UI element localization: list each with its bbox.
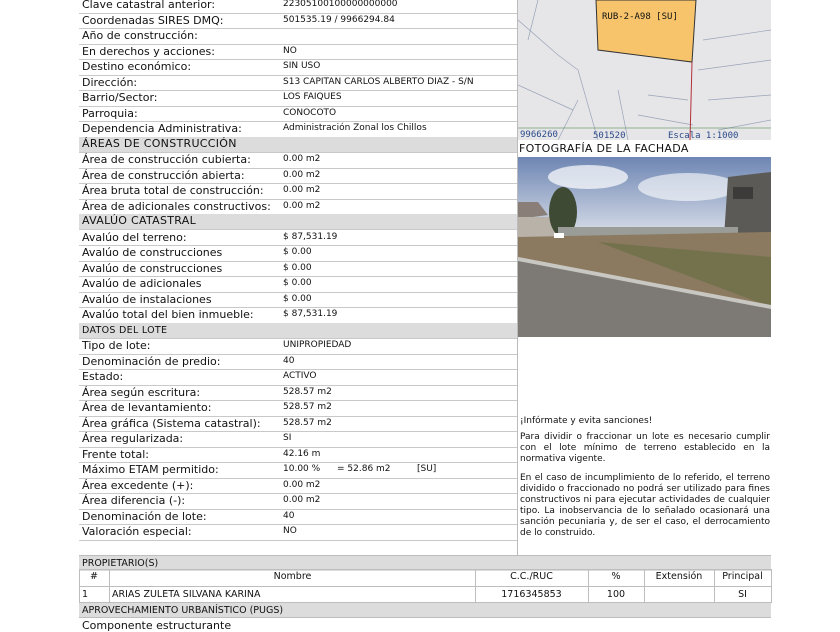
map-coord-y: 9966260 (520, 130, 558, 140)
field-label: Área según escritura: (82, 385, 201, 399)
field-row (79, 462, 517, 479)
field-value-tertiary: [SU] (417, 464, 437, 474)
field-row (79, 369, 517, 386)
field-label: Área bruta total de construcción: (82, 184, 264, 197)
field-label: Tipo de lote: (82, 339, 151, 352)
field-row (79, 447, 517, 464)
field-row (79, 276, 517, 293)
section-header (79, 137, 517, 153)
map-svg (518, 0, 771, 140)
field-value: $ 0.00 (283, 278, 312, 288)
col-pct: % (611, 571, 621, 582)
col-nombre: Nombre (273, 571, 312, 582)
field-row (79, 0, 517, 14)
field-label: Parroquia: (82, 106, 138, 120)
field-row (79, 168, 517, 185)
field-value: 0.00 m2 (283, 200, 321, 211)
field-row (79, 509, 517, 526)
field-label: Frente total: (82, 447, 149, 461)
photo-title: FOTOGRAFÍA DE LA FACHADA (519, 142, 689, 155)
field-row (79, 493, 517, 510)
field-label: Avalúo de construcciones (82, 261, 223, 275)
field-row (79, 478, 517, 495)
field-row (79, 152, 517, 169)
field-label: Estado: (82, 370, 124, 383)
field-value: 40 (283, 510, 295, 521)
col-ext: Extensión (655, 571, 703, 582)
field-value: 0.00 m2 (283, 185, 321, 195)
field-value: 0.00 m2 (283, 495, 321, 505)
field-row (79, 230, 517, 247)
field-row (79, 400, 517, 417)
owner-name: ARIAS ZULETA SILVANA KARINA (112, 589, 261, 600)
map-scale: Escala 1:1000 (668, 131, 739, 140)
field-label: Área de construcción cubierta: (82, 153, 251, 166)
field-value: $ 0.00 (283, 262, 312, 273)
field-value: SIN USO (283, 61, 321, 71)
field-value: 0.00 m2 (283, 479, 321, 490)
field-label: Destino económico: (82, 60, 192, 73)
field-row (79, 121, 517, 138)
cadastral-map (518, 0, 771, 140)
col-principal: Principal (722, 571, 763, 582)
owners-section-header: PROPIETARIO(S) (79, 555, 771, 571)
field-row (79, 199, 517, 216)
field-label: Denominación de lote: (82, 509, 207, 523)
notice-paragraph-1: Para dividir o fraccionar un lote es necesario cumplir con el lote mínimo de terreno establecido en la normativa vigente. (520, 432, 770, 464)
field-value: 22305100100000000000 (283, 0, 398, 9)
pugs-section-header: APROVECHAMIENTO URBANÍSTICO (PUGS) (79, 602, 771, 618)
col-ruc: C.C./RUC (510, 571, 553, 582)
field-row (79, 431, 517, 448)
field-value: $ 0.00 (283, 293, 312, 304)
field-row (79, 28, 517, 45)
field-value: 0.00 m2 (283, 154, 321, 164)
field-label: Área excedente (+): (82, 478, 194, 492)
field-label: Área gráfica (Sistema catastral): (82, 416, 261, 430)
field-label: Valoración especial: (82, 525, 192, 538)
field-value: S13 CAPITAN CARLOS ALBERTO DIAZ - S/N (283, 76, 474, 87)
owner-pct: 100 (606, 589, 626, 600)
field-value: NO (283, 45, 297, 56)
field-value: 42.16 m (283, 448, 321, 459)
facade-photo-svg (518, 157, 771, 337)
field-label: Área de construcción abierta: (82, 168, 245, 182)
owner-num: 1 (82, 589, 89, 600)
col-num: # (90, 571, 98, 582)
field-label: Avalúo de instalaciones (82, 292, 212, 306)
map-coord-x: 501520 (593, 131, 626, 140)
field-value: CONOCOTO (283, 107, 337, 118)
field-row (79, 338, 517, 355)
field-label: Barrio/Sector: (82, 91, 158, 104)
field-value: 528.57 m2 (283, 386, 332, 397)
field-row (79, 106, 517, 123)
field-value: LOS FAIQUES (283, 92, 342, 102)
field-label: Dependencia Administrativa: (82, 122, 242, 135)
field-row (79, 307, 517, 324)
field-value-secondary: = 52.86 m2 (337, 464, 391, 474)
field-row (79, 44, 517, 61)
field-label: Área de levantamiento: (82, 401, 212, 414)
field-label: Dirección: (82, 75, 138, 89)
field-row (79, 183, 517, 200)
owner-ext (644, 589, 714, 603)
notice-paragraph-2: En el caso de incumplimiento de lo referido, el terreno dividido o fraccionado no podrá ser utilizado para fines constructivos ni para ejecutar actividades de cualquier tipo. La inobservancia de lo señalado ocasionará una sanción pecuniaria y, de ser el caso, el derrocamiento de lo construido. (520, 473, 770, 538)
field-label: Avalúo del terreno: (82, 230, 187, 244)
field-label: Coordenadas SIRES DMQ: (82, 13, 224, 27)
map-zone-label: RUB-2-A98 [SU] (602, 12, 678, 22)
notice-title: ¡Infórmate y evita sanciones! (520, 416, 653, 426)
field-row (79, 292, 517, 309)
owner-ruc: 1716345853 (501, 589, 562, 600)
field-row (79, 524, 517, 541)
field-row (79, 416, 517, 433)
field-row (79, 75, 517, 92)
field-value: SI (283, 433, 292, 443)
field-value: $ 87,531.19 (283, 309, 338, 319)
section-title: AVALÚO CATASTRAL (82, 214, 197, 227)
pugs-component-label: Componente estructurante (82, 619, 232, 632)
field-label: Avalúo total del bien inmueble: (82, 308, 254, 321)
field-value: 528.57 m2 (283, 417, 332, 428)
field-label: Avalúo de adicionales (82, 277, 202, 290)
field-row (79, 90, 517, 107)
field-value: 10.00 % (283, 464, 321, 474)
field-label: Área regularizada: (82, 432, 184, 445)
field-label: Área diferencia (-): (82, 494, 186, 507)
field-label: Clave catastral anterior: (82, 0, 216, 11)
field-value: 528.57 m2 (283, 402, 332, 412)
field-value: $ 87,531.19 (283, 231, 338, 242)
field-row (79, 354, 517, 371)
field-label: En derechos y acciones: (82, 44, 215, 58)
section-title: ÁREAS DE CONSTRUCCIÓN (82, 136, 237, 150)
field-row (79, 59, 517, 76)
field-label: Máximo ETAM permitido: (82, 463, 219, 476)
facade-photo (518, 157, 771, 337)
field-row (79, 245, 517, 262)
field-value: 0.00 m2 (283, 169, 321, 180)
field-label: Avalúo de construcciones (82, 246, 223, 259)
field-value: UNIPROPIEDAD (283, 340, 352, 350)
field-row (79, 261, 517, 278)
field-value: 40 (283, 355, 295, 366)
owner-principal: SI (738, 589, 747, 600)
field-value: 501535.19 / 9966294.84 (283, 14, 395, 25)
field-value: Administración Zonal los Chillos (283, 123, 427, 133)
field-value: $ 0.00 (283, 247, 312, 257)
section-header (79, 214, 517, 230)
section-header (79, 323, 517, 339)
field-value: ACTIVO (283, 371, 317, 381)
field-row (79, 385, 517, 402)
pugs-component-row (79, 617, 771, 631)
field-row (79, 13, 517, 30)
field-label: Área de adicionales constructivos: (82, 199, 271, 213)
field-label: Denominación de predio: (82, 354, 221, 368)
section-title: DATOS DEL LOTE (82, 324, 168, 336)
field-value: NO (283, 526, 297, 536)
field-label: Año de construcción: (82, 29, 198, 42)
